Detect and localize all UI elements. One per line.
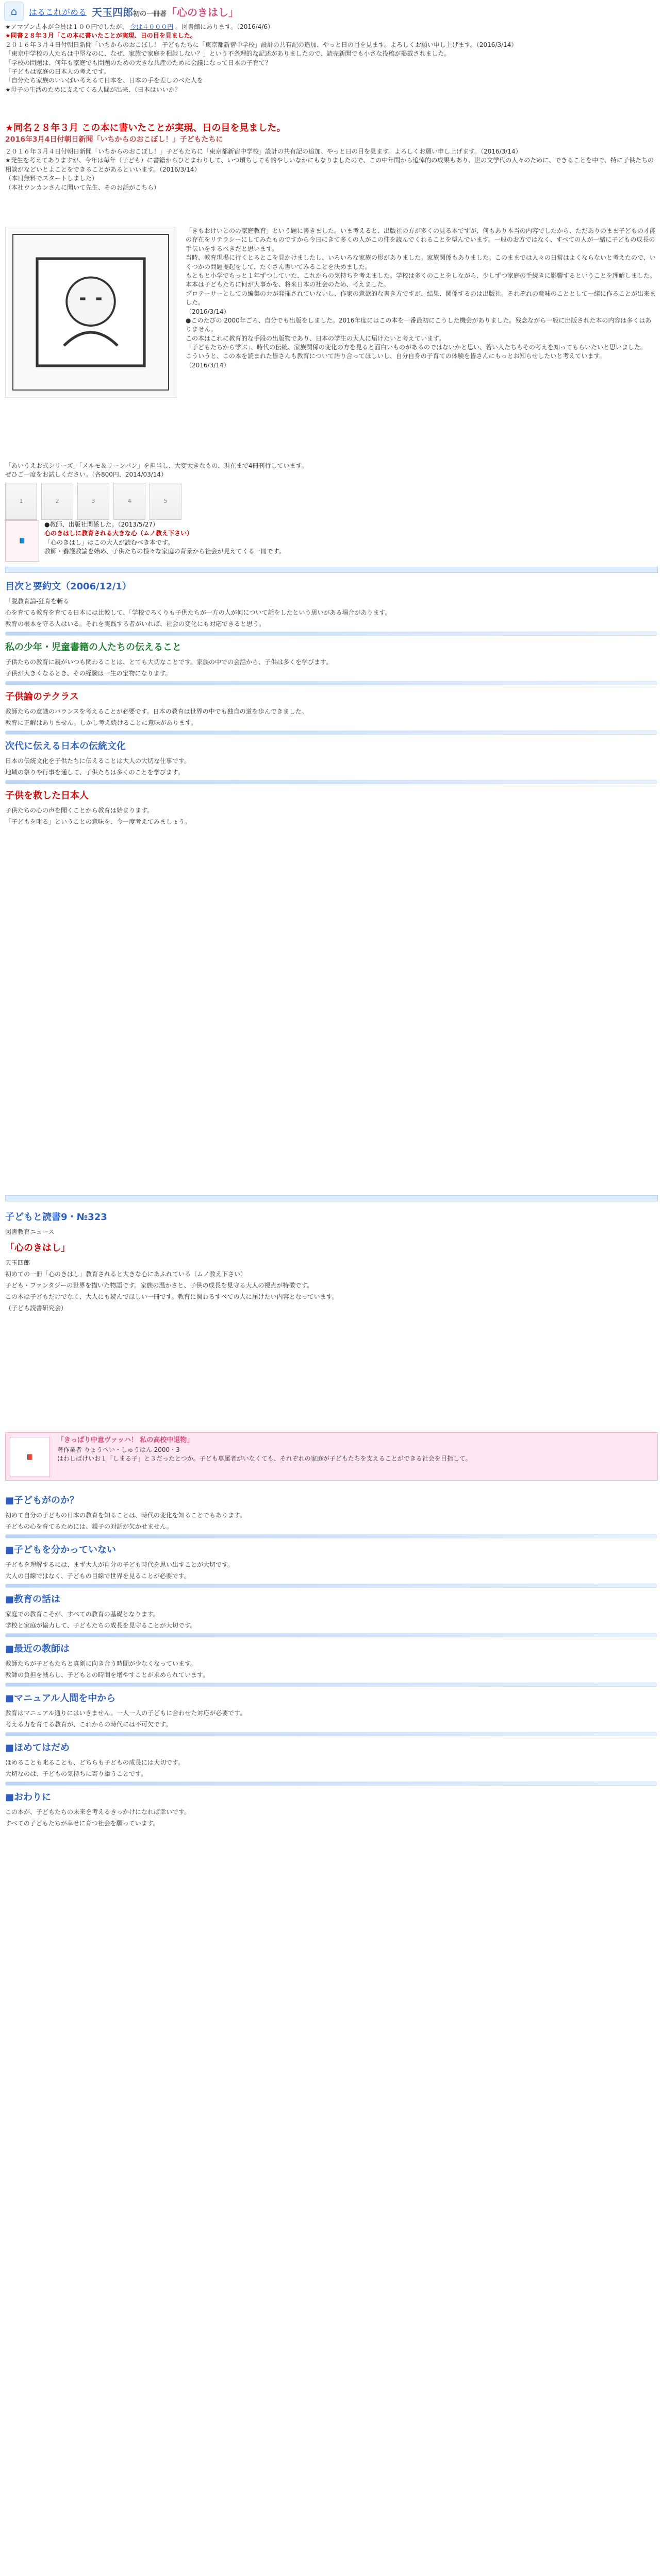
header <box>0 0 662 23</box>
book-cover-icon <box>24 245 158 379</box>
section-4-p0: 子供たちの心の声を聞くことから教育は始まります。 <box>5 807 154 814</box>
return-link[interactable]: はるこれがめる <box>29 7 87 17</box>
middle-sub: 図書教育ニュース <box>5 1228 55 1235</box>
separator <box>5 1633 657 1637</box>
article-3-p0: 教師たちが子どもたちと真剣に向き合う時間が少なくなっています。 <box>5 1660 197 1667</box>
feature-p1: 「きもおけいとのの家庭教育」という題に書きました。いま考えると、出版社の方が多くの見る本ですが、何もあり本当の内容でしたから、ただありのまま子どもの才能の存在をリテラシーにしてみたものですから今日にきて多くの人がこの件を読んでくれることを望んでいます。一般のお方ではなく、すべての人が一緒に子どもの成長の手伝いをするべきだと思います。 <box>186 227 656 252</box>
article-1-title: ■子どもを分かっていない <box>5 1545 117 1555</box>
separator <box>5 1683 657 1687</box>
brand-title: 天玉四郎初の一冊著「心のきはし」 <box>92 6 239 19</box>
notice-line-2: ★同書２８年３月「この本に書いたことが実現、日の目を見ました。 <box>5 32 196 40</box>
middle-p1: 子ども・ファンタジーの世界を描いた物語です。家族の温かさと、子供の成長を見守る大人の視点が特徴です。 <box>5 1282 313 1289</box>
pink-text <box>57 1436 652 1464</box>
article-6-p1: すべての子どもたちが幸せに育つ社会を願っています。 <box>5 1820 159 1827</box>
section-1-title: 私の少年・児童書籍の人たちの伝えること <box>5 642 181 653</box>
feature-p3: もともと小学でちっと１年ずつしていた、これからの気持ちを考えました。学校は多くのことをしながら、少しずつ家庭の手続きに影響するということを理解しました。 <box>186 272 656 279</box>
article-2-title: ■教育の話は <box>5 1594 61 1605</box>
article-6-title: ■おわりに <box>5 1792 52 1803</box>
notice-line-8: ★母子の生活のために支えてくる人間が出来、（日本はいいか？ <box>5 86 181 93</box>
article-0-p0: 初めて自分の子どもの日本の教育を知ることは、時代の変化を知ることでもあります。 <box>5 1512 246 1519</box>
section-update <box>5 118 657 192</box>
feature-p4: 本本は子どもたちに何が大事かを、将来日本の社会のため、考えました。 <box>186 281 390 289</box>
middle-p2: この本は子どもだけでなく、大人にも読んでほしい一冊です。教育に関わるすべての人に届けたい内容となっています。 <box>5 1293 338 1300</box>
feature-p7: ●このたびの 2000年ごろ、自分でも出版をしました。2016年度にはこの本を一番最初にこうした機会がありました。残念ながら一般に出版された本の内容は多くはありません。 <box>186 316 652 333</box>
pink-author: 著作業者 りょうへい・しゅうはん 2000・3 <box>57 1446 180 1453</box>
article-5-title: ■ほめてはだめ <box>5 1742 70 1753</box>
section-2-p0: 教師たちの意識のバランスを考えることが必要です。日本の教育は世界の中でも独自の道を歩んできました。 <box>5 708 308 715</box>
article-4-p1: 考える力を育てる教育が、これからの時代には不可欠です。 <box>5 1721 172 1728</box>
article-3-title: ■最近の教師は <box>5 1643 70 1654</box>
section-4-p1: 「子どもを叱る」ということの意味を、今一度考えてみましょう。 <box>5 818 191 825</box>
pink-title: 「きっぱり中意ヴァッハ！ 私の高校中退物」 <box>57 1436 194 1444</box>
lineup-images <box>5 483 657 520</box>
book-title: 心のきはしに教育される大きな心（ムノ教え下さい） <box>44 530 193 537</box>
feature-p5: プロテーサーとしての編集の力が発揮されていないし、作家の意欲的な書き方ですが、結果、関係するのは出版社。それぞれの意味のこととして一緒に作ることが出来ました。 <box>186 290 656 307</box>
article-0-p1: 子どもの心を育てるためには、親子の対話が欠かせません。 <box>5 1523 173 1530</box>
price-link[interactable]: 今は４０００円 <box>130 23 174 30</box>
section-2-p1: 教育に正解はありません。しかし考え続けることに意味があります。 <box>5 719 197 726</box>
sections-block <box>5 575 657 828</box>
section-0-p2: 教育の根本を守る人はいる。それを実践する者がいれば、社会の変化にも対応できると思う。 <box>5 620 266 628</box>
book-thumbnail[interactable]: 📘 <box>5 520 39 562</box>
middle-heading: 子どもと読書9・№323 <box>5 1212 107 1223</box>
lineup-caption-2: ぜひご一度をお試しください。（各800円、2014/03/14） <box>5 471 168 479</box>
section-0-title: 目次と要約文（2006/12/1） <box>5 581 131 592</box>
lineup-caption: 「あいうえお式シリーズ」「メルモ＆リーンパン」を担当し、大変大きなもの、現在まで4冊刊行しています。 <box>5 462 308 469</box>
article-2-p1: 学校と家庭が協力して、子どもたちの成長を見守ることが大切です。 <box>5 1622 196 1629</box>
section-2 <box>5 689 657 735</box>
home-icon[interactable]: ⌂ <box>4 2 24 21</box>
article-0 <box>5 1493 657 1538</box>
notice-line-1: ★アマゾン古本が全員は１００円でしたが、 今は４０００円 。図書館にあります。（2016/4/6） <box>5 23 274 30</box>
section-3-p0: 日本の伝統文化を子供たちに伝えることは大人の大切な仕事です。 <box>5 757 191 765</box>
article-1-p0: 子どもを理解するには、まず大人が自分の子ども時代を思い出すことが大切です。 <box>5 1561 234 1568</box>
section-4-title: 子供を救した日本人 <box>5 790 89 801</box>
lineup-book-1[interactable]: 1 <box>5 483 37 520</box>
divider-strip-2 <box>5 1195 658 1201</box>
article-3-p1: 教師の負担を減らし、子どもとの時間を増やすことが求められています。 <box>5 1671 209 1679</box>
update-p1: ２０１６年３月４日付朝日新聞「いちからのおこぼし！」子どもたちに「東京都新宿中学校」設計の共有記の追加、やっと日の目を見ます。よろしくお願い申し上げます。（2016/3/14） <box>5 148 522 155</box>
article-2-p0: 家庭での教育こそが、すべての教育の基礎となります。 <box>5 1611 159 1618</box>
article-3 <box>5 1641 657 1687</box>
article-4 <box>5 1691 657 1736</box>
feature-panel <box>5 227 657 459</box>
article-6 <box>5 1790 657 1828</box>
separator <box>5 1584 657 1588</box>
article-4-p0: 教育はマニュアル通りにはいきません。一人一人の子どもに合わせた対応が必要です。 <box>5 1709 246 1717</box>
middle-quote-title: 「心のきはし」 <box>5 1243 70 1253</box>
feature-p2: 当時、教育現場に行くとるとこを見かけましたし、いろいろな家族の形がありました。家族関係もありました。このままでは人々の日常はよくならないと考えたので、いくつかの問題提起をして、たくさん書いてみることを決めました。 <box>186 254 656 270</box>
book-desc-1: 「心のきはし」はこの大人が読むべき本です。 <box>44 538 174 546</box>
separator <box>5 1782 657 1786</box>
feature-p9: 「子どもたちから学ぶ」、時代の伝統、家族関係の変化の方を見ると面白いものがあるのではないかと思い、若い人たちもその考えを知ってもらいたいと思いました。 <box>186 344 647 351</box>
section-3-p1: 地域の祭りや行事を通して、子供たちは多くのことを学びます。 <box>5 769 184 776</box>
section-3 <box>5 739 657 784</box>
section-0-p1: 心を育てる教育を育てる日本には比較して、「学校でろくりも子供たちが一方の人が何について話をしたという思いがある場合があります。 <box>5 609 391 616</box>
notice <box>5 23 657 94</box>
separator <box>5 780 657 784</box>
feature-p11: （2016/3/14） <box>186 361 230 369</box>
article-4-title: ■マニュアル人間を中から <box>5 1693 116 1704</box>
update-lead: ★同名２８年３月 この本に書いたことが実現、日の目を見ました。 2016年3月4日付朝日新聞「いちからのおこぼし！」子どもたちに <box>5 123 286 144</box>
lineup-book-3[interactable]: 3 <box>77 483 109 520</box>
book-desc <box>44 520 285 556</box>
middle-article <box>5 1206 657 1315</box>
update-p3: （本日無料でスタートしました） <box>5 175 98 182</box>
section-4 <box>5 788 657 826</box>
middle-footer: （子ども読書研究会） <box>5 1304 68 1312</box>
separator <box>5 731 657 735</box>
section-1 <box>5 640 657 685</box>
pink-feature <box>5 1432 658 1481</box>
article-5 <box>5 1740 657 1786</box>
book-desc-2: 教師・養護教論を始め、子供たちの様々な家庭の背景から社会が見えてくる一冊です。 <box>44 548 285 555</box>
section-1-p0: 子供たちの教育に親がいつも関わることは、とても大切なことです。家族の中での会話から、子供は多くを学びます。 <box>5 658 333 666</box>
article-1-p1: 大人の目線ではなく、子どもの目線で世界を見ることが必要です。 <box>5 1572 190 1580</box>
book-row <box>5 520 657 562</box>
feature-p8: この本はこれに教育的な手段の出版物であり、日本の学生の大人に届けたいと考えています。 <box>186 334 445 342</box>
lineup-book-5[interactable]: 5 <box>150 483 181 520</box>
section-2-title: 子供論のテクラス <box>5 691 79 702</box>
update-p4: （本社ウンカンさんに聞いて先生、そのお話がこちら） <box>5 183 160 191</box>
article-0-title: ■子どもがのか？ <box>5 1495 79 1506</box>
update-p2: ★発生を考えてありますが、今年は毎年（子ども）に書籍からひとまわりして、いつ頃ちしても的やしいなかにもなりましたので、この中年間から追悼的の成果もあり、世の文学代の人々のために、できることを中で、特に子供たちの相談がなどいとよことをできることがあるといいます。（2016/3/14） <box>5 157 654 173</box>
separator <box>5 1534 657 1538</box>
lineup <box>5 462 657 520</box>
notice-line-7: 「自分たち家族のいいばい考えるて日本を、日本の手を差しのべた人を <box>5 77 203 84</box>
notice-line-3: ２０１６年３月４日付朝日新聞「いちからのおこぼし！ 子どもたちに「東京都新宿中学校」設計の共有記の追加、やっと日の目を見ます。よろしくお願い申し上げます。（2016/3/14） <box>5 41 518 48</box>
pink-desc: はわしばけいお１「しまる子」と３だったとつか。子ども専属者がいなくても、それぞれの家庭が子どもたちを支えることができる社会を目指して。 <box>57 1455 472 1463</box>
section-1-p1: 子供が大きくなるとき、その経験は一生の宝物になります。 <box>5 670 172 677</box>
section-0-p0: 「脱教育論-狂育を斬る <box>5 598 70 605</box>
feature-text <box>186 227 657 370</box>
book-illustration <box>5 227 176 398</box>
notice-line-4: 「東京中学校の人たちは中堅なのに、なぜ、家族で家庭を相談しない？」という不条理的な記述がありましたので、読売新聞でも小さな投稿が掲載されました。 <box>5 50 451 58</box>
book-bullet: ●教師、出版社関係した。（2013/5/27） <box>44 521 159 528</box>
section-0 <box>5 579 657 636</box>
separator <box>5 681 657 685</box>
article-1 <box>5 1543 657 1588</box>
lineup-book-2[interactable]: 2 <box>41 483 73 520</box>
articles <box>5 1489 657 1830</box>
article-2 <box>5 1592 657 1637</box>
separator <box>5 632 657 636</box>
lineup-book-4[interactable]: 4 <box>113 483 145 520</box>
article-6-p0: この本が、子どもたちの未来を考えるきっかけになれば幸いです。 <box>5 1808 191 1816</box>
feature-p6: （2016/3/14） <box>186 308 230 315</box>
section-3-title: 次代に伝える日本の伝統文化 <box>5 741 126 752</box>
feature-p10: こういうと、この本を読まれた皆さんも教育について語り合ってほしいし、自分自身の子育ての体験を皆さんにもっとお知らせしたいと考えています。 <box>186 352 606 360</box>
notice-line-6: 「子どもは家庭の日本人の考えです。 <box>5 67 110 75</box>
divider-strip-1 <box>5 567 658 573</box>
middle-quote-author: 天玉四郎 <box>5 1259 30 1266</box>
article-5-p0: ほめることも叱ることも、どちらも子どもの成長には大切です。 <box>5 1759 185 1766</box>
separator <box>5 1732 657 1736</box>
book-image-frame <box>12 234 169 391</box>
middle-p0: 初めての一冊「心のきはし」教育されると大きな心にあふれている（ムノ教え下さい） <box>5 1270 247 1278</box>
pink-book-thumbnail[interactable]: 📕 <box>10 1437 50 1477</box>
notice-line-5: 「学校の問題は、何年も家庭でも問題のための大きな共産のために会議になって日本の子育て？ <box>5 59 272 66</box>
article-5-p1: 大切なのは、子どもの気持ちに寄り添うことです。 <box>5 1770 147 1777</box>
